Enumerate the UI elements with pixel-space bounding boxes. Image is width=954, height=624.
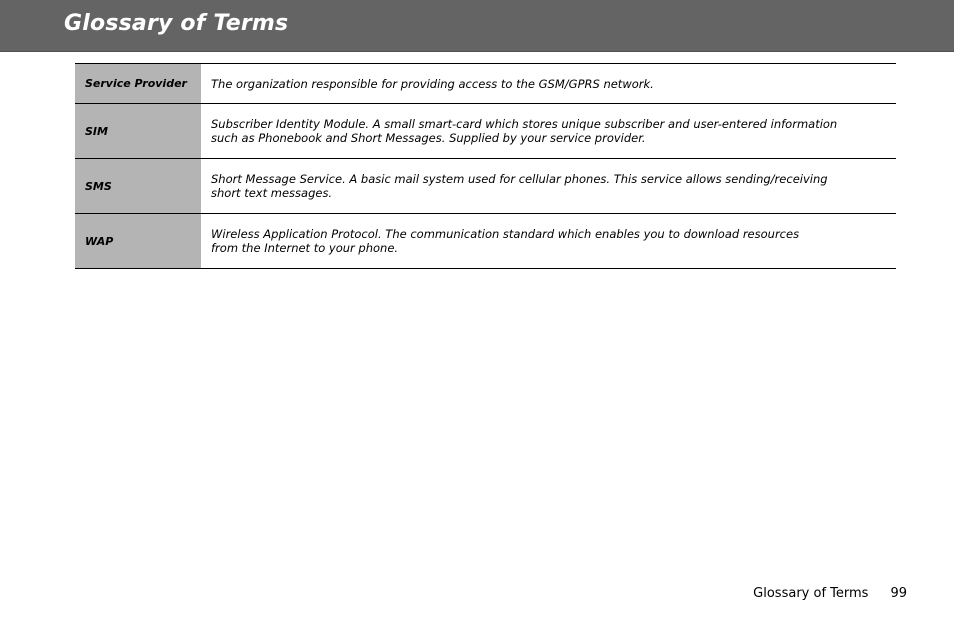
glossary-row-sim <box>75 104 896 159</box>
glossary-row-service-provider <box>75 64 896 104</box>
page-number: 99 <box>890 586 907 601</box>
page-footer <box>753 586 907 601</box>
glossary-row-wap <box>75 214 896 269</box>
definition-line: Short Message Service. A basic mail system used for cellular phones. This service allows sending/receiving <box>211 172 828 186</box>
definition-line: from the Internet to your phone. <box>211 241 399 255</box>
glossary-term: SIM <box>75 104 201 159</box>
definition-line: such as Phonebook and Short Messages. Supplied by your service provider. <box>211 131 646 145</box>
glossary-term: SMS <box>75 159 201 214</box>
definition-line: Wireless Application Protocol. The communication standard which enables you to download resources <box>211 227 800 241</box>
header-bar <box>0 0 954 52</box>
glossary-definition <box>201 159 896 214</box>
definition-line: The organization responsible for providing access to the GSM/GPRS network. <box>211 76 654 91</box>
glossary-definition <box>201 214 896 269</box>
glossary-term: WAP <box>75 214 201 269</box>
footer-section-label: Glossary of Terms <box>753 586 869 601</box>
definition-line: short text messages. <box>211 186 333 200</box>
glossary-definition <box>201 64 896 104</box>
definition-line: Subscriber Identity Module. A small smart-card which stores unique subscriber and user-entered information <box>211 117 838 131</box>
glossary-term: Service Provider <box>75 64 201 104</box>
glossary-table <box>75 63 896 269</box>
glossary-definition <box>201 104 896 159</box>
page-title: Glossary of Terms <box>64 11 289 36</box>
glossary-row-sms <box>75 159 896 214</box>
